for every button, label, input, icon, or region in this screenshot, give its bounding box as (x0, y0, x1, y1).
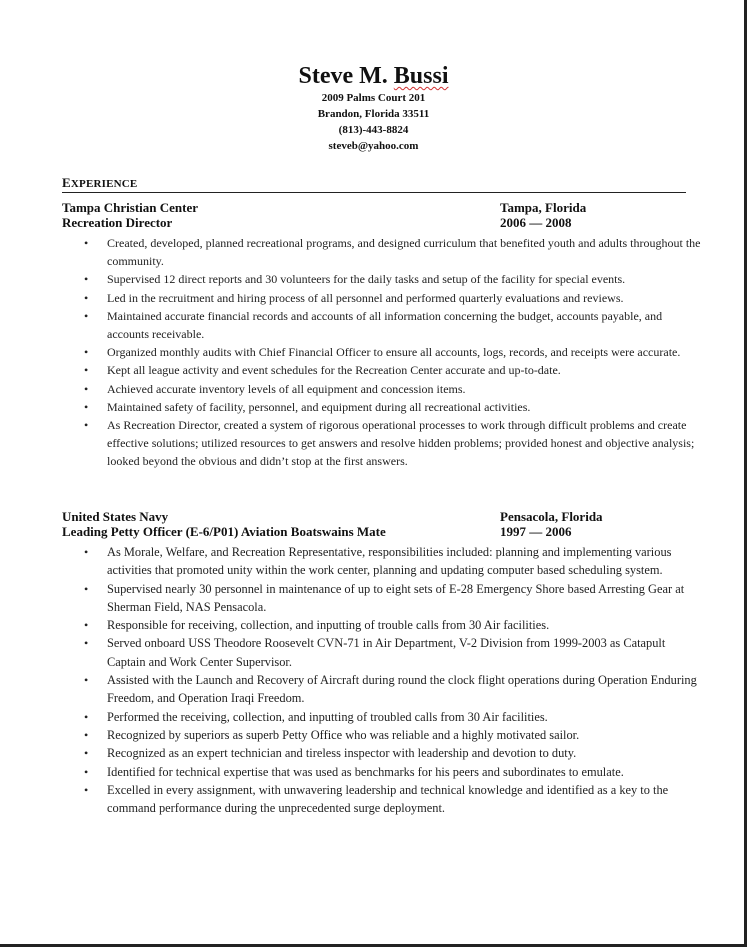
list-item: • Supervised nearly 30 personnel in maintenance of up to eight sets of E-28 Emergency Shore based Arresting Gear at Sherman Field, NAS Pensacola. (107, 580, 702, 617)
job-header-row (62, 509, 702, 524)
list-item: • Performed the receiving, collection, and inputting of troubled calls from 30 Air facilities. (107, 708, 702, 726)
list-item: • Achieved accurate inventory levels of all equipment and concession items. (107, 380, 702, 398)
job-dates: 1997 — 2006 (500, 524, 572, 539)
section-heading-initial: E (62, 175, 71, 190)
list-item: • Kept all league activity and event schedules for the Recreation Center accurate and up-to-date. (107, 361, 702, 379)
list-item: • Responsible for receiving, collection, and inputting of trouble calls from 30 Air facilities. (107, 616, 702, 634)
list-item: • Excelled in every assignment, with unwavering leadership and technical knowledge and identified as a key to the command performance during the unprecedented surge deployment. (107, 781, 702, 818)
job-title-row (62, 524, 702, 539)
phone-number: (813)-443-8824 (338, 124, 409, 136)
job-title-row (62, 215, 702, 230)
section-heading-rest: XPERIENCE (70, 178, 138, 190)
job-title: Leading Petty Officer (E-6/P01) Aviation Boatswains Mate (62, 524, 386, 539)
employer-name: Tampa Christian Center (62, 200, 199, 215)
job-dates: 2006 — 2008 (500, 215, 572, 230)
employer-name: United States Navy (62, 509, 169, 524)
list-item: • As Morale, Welfare, and Recreation Representative, responsibilities included: planning and implementing various activities that promoted unity within the work center, planning and updating computer based scheduling system. (107, 543, 702, 580)
list-item: • Served onboard USS Theodore Roosevelt CVN-71 in Air Department, V-2 Division from 1999-2003 as Catapult Captain and Work Center Supervisor. (107, 634, 702, 671)
email-address: steveb@yahoo.com (328, 140, 419, 152)
list-item: • Organized monthly audits with Chief Financial Officer to ensure all accounts, logs, records, and receipts were accurate. (107, 343, 702, 361)
list-item: • Supervised 12 direct reports and 30 volunteers for the daily tasks and setup of the facility for special events. (107, 270, 702, 288)
name-first: Steve M. (298, 63, 394, 89)
job-entry-tampa (62, 200, 702, 471)
list-item: • Maintained safety of facility, personnel, and equipment during all recreational activities. (107, 398, 702, 416)
list-item: • Created, developed, planned recreational programs, and designed curriculum that benefited youth and adults throughout the community. (107, 234, 702, 270)
job-location: Pensacola, Florida (500, 509, 603, 524)
list-item: • Led in the recruitment and hiring process of all personnel and performed quarterly evaluations and reviews. (107, 289, 702, 307)
job-entry-navy (62, 509, 702, 817)
list-item: • Identified for technical expertise that was used as benchmarks for his peers and subordinates to emulate. (107, 763, 702, 781)
job-location: Tampa, Florida (500, 200, 587, 215)
list-item: • Recognized as an expert technician and tireless inspector with leadership and devotion to duty. (107, 744, 702, 762)
list-item: • As Recreation Director, created a system of rigorous operational processes to work through difficult problems and create effective solutions; utilized resources to get answers and resolve hidden problems; provided honest and objective analysis; looked beyond the obvious and didn’t stop at the first answers. (107, 416, 702, 471)
resume-header (0, 62, 747, 154)
list-item: • Assisted with the Launch and Recovery of Aircraft during round the clock flight operations during Operation Enduring Freedom, and Operation Iraqi Freedom. (107, 671, 702, 708)
list-item: • Maintained accurate financial records and accounts of all information concerning the budget, accounts payable, and accounts receivable. (107, 307, 702, 343)
job-header-row (62, 200, 702, 215)
candidate-name (0, 62, 747, 90)
address-line-2: Brandon, Florida 33511 (317, 108, 430, 120)
name-last: Bussi (393, 63, 449, 89)
job-bullet-list (62, 234, 702, 471)
job-bullet-list (62, 543, 702, 817)
job-title: Recreation Director (62, 215, 173, 230)
section-heading-experience (62, 175, 686, 193)
list-item: • Recognized by superiors as superb Petty Office who was reliable and a highly motivated sailor. (107, 726, 702, 744)
address-line-1: 2009 Palms Court 201 (321, 92, 426, 104)
